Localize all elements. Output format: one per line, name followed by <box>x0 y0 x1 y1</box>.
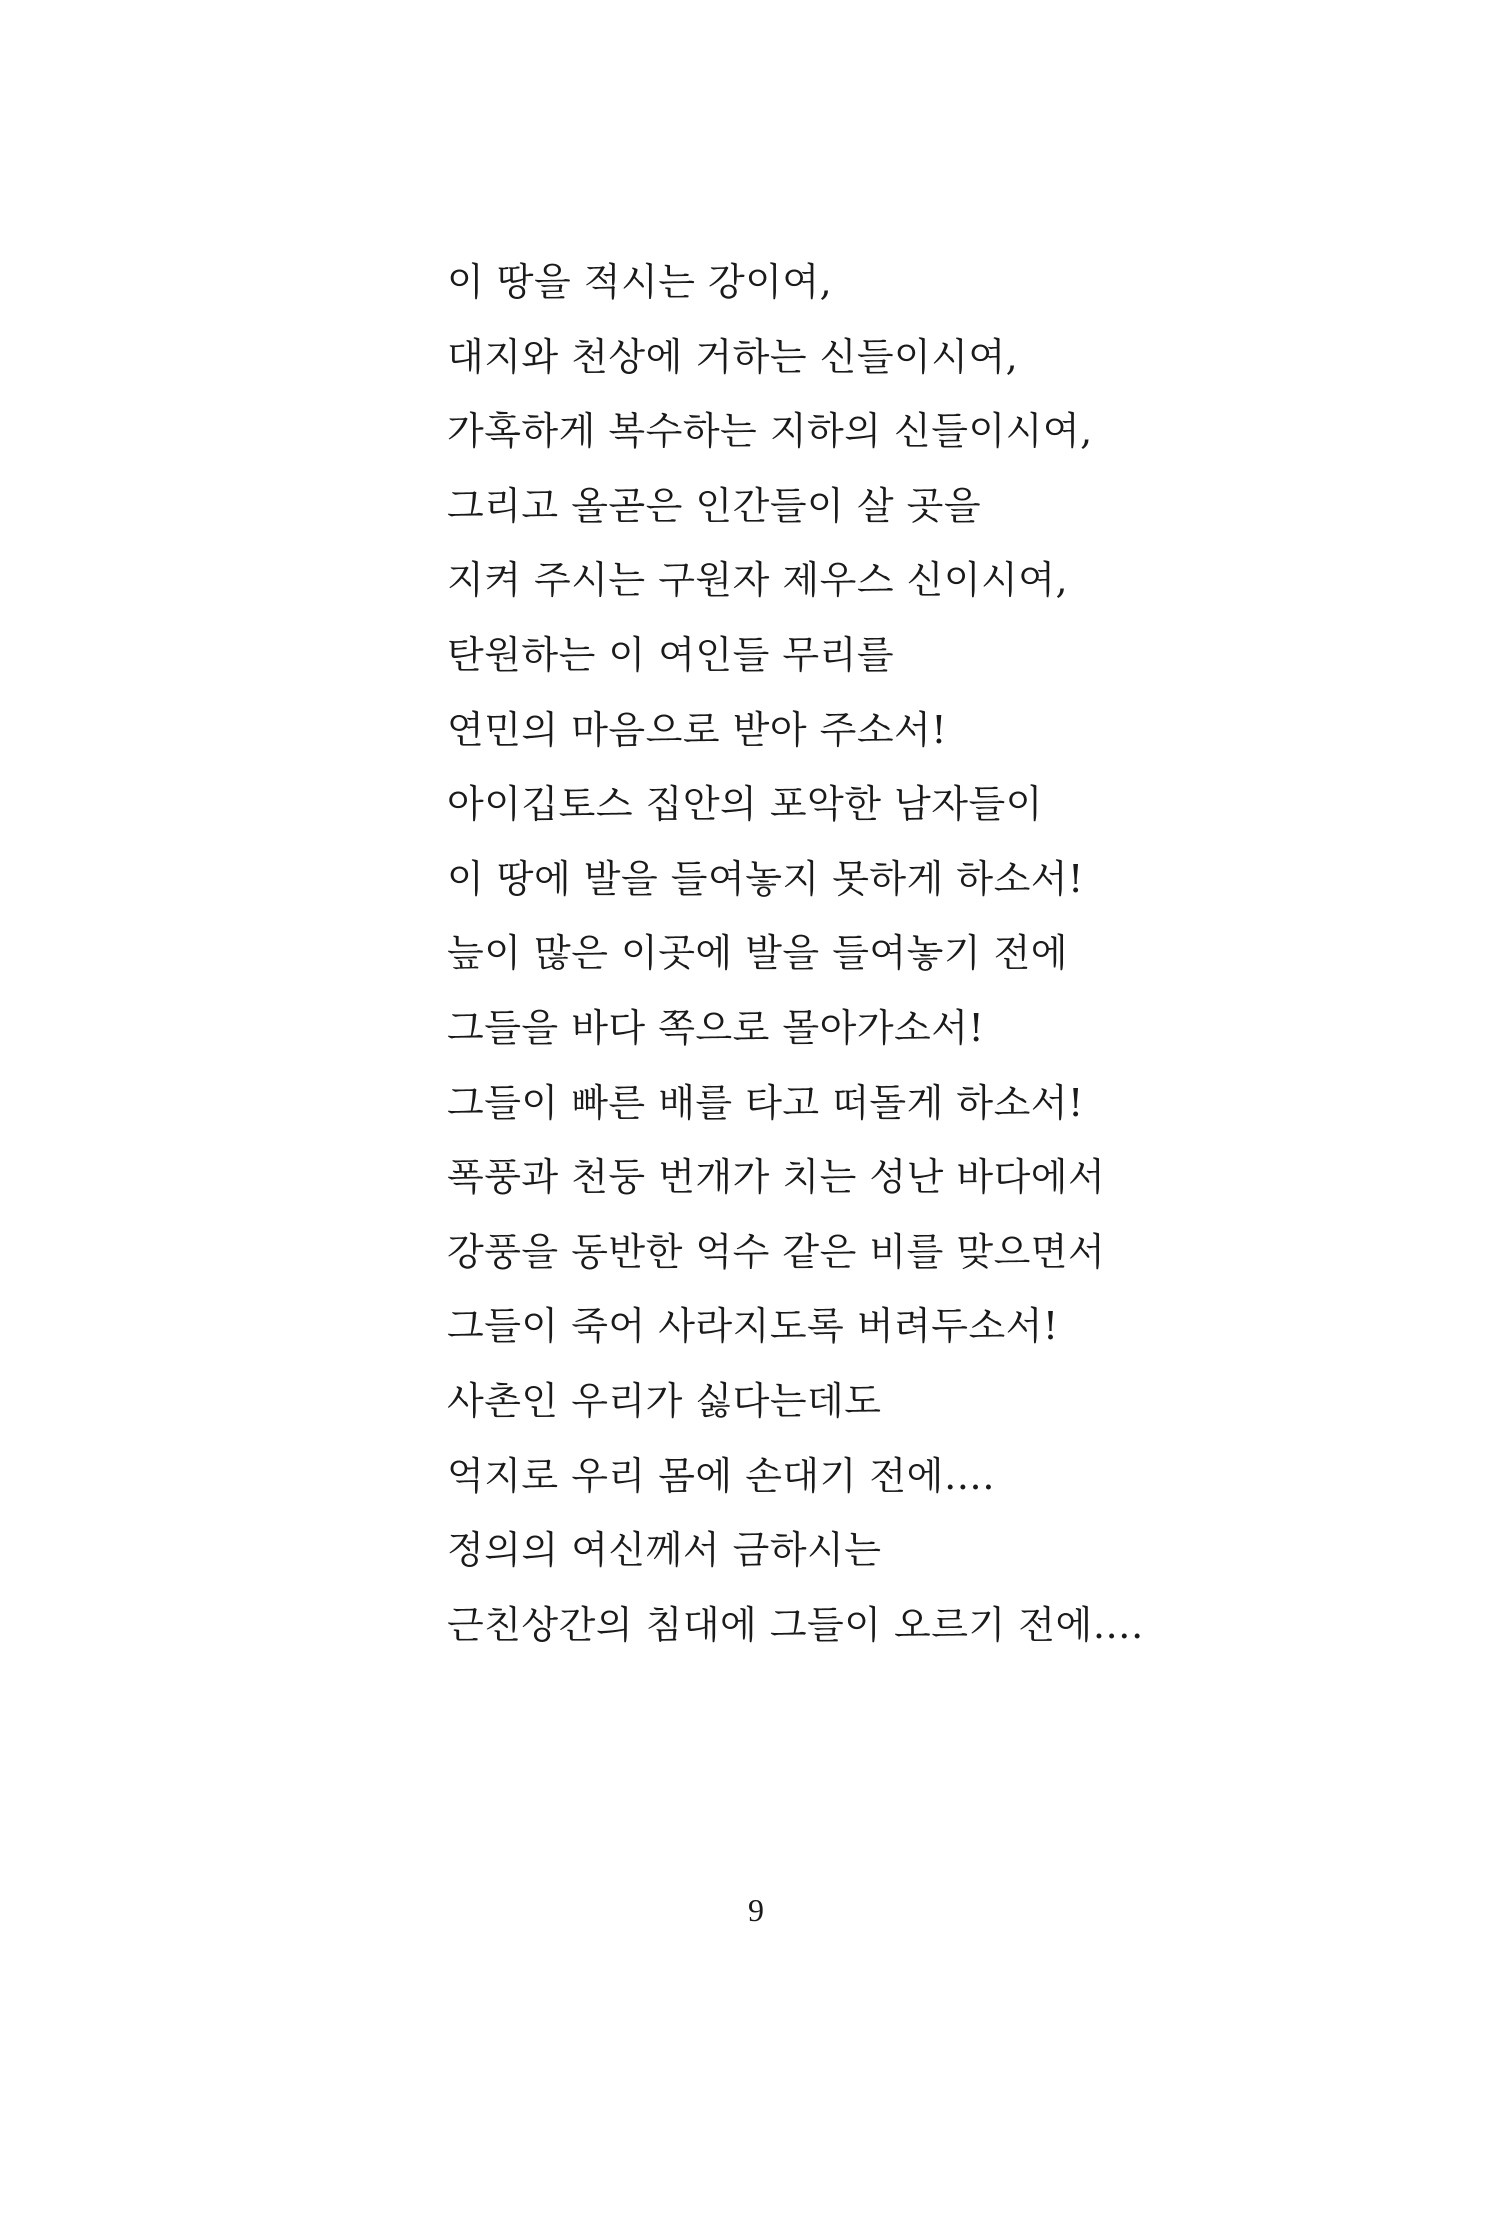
poem-line: 이 땅에 발을 들여놓지 못하게 하소서! <box>447 856 1084 901</box>
poem-line: 지켜 주시는 구원자 제우스 신이시여, <box>447 558 1069 603</box>
poem-line: 가혹하게 복수하는 지하의 신들이시여, <box>447 409 1093 454</box>
poem-line: 늪이 많은 이곳에 발을 들여놓기 전에 <box>447 931 1069 976</box>
poem-line: 폭풍과 천둥 번개가 치는 성난 바다에서 <box>447 1155 1106 1200</box>
poem-line: 강풍을 동반한 억수 같은 비를 맞으면서 <box>447 1229 1106 1274</box>
poem-line: 연민의 마음으로 받아 주소서! <box>447 707 948 752</box>
page-number: 9 <box>748 1892 764 1928</box>
poem-line: 사촌인 우리가 싫다는데도 <box>447 1378 882 1423</box>
poem-line: 그리고 올곧은 인간들이 살 곳을 <box>447 483 982 528</box>
poem-line: 대지와 천상에 거하는 신들이시여, <box>447 334 1019 379</box>
poem-line: 정의의 여신께서 금하시는 <box>447 1528 882 1573</box>
poem-line: 억지로 우리 몸에 손대기 전에…. <box>447 1453 995 1498</box>
poem-line: 근친상간의 침대에 그들이 오르기 전에…. <box>447 1602 1144 1647</box>
poem-line: 그들을 바다 쪽으로 몰아가소서! <box>447 1005 985 1050</box>
poem-line: 아이깁토스 집안의 포악한 남자들이 <box>447 782 1043 827</box>
poem-line: 그들이 죽어 사라지도록 버려두소서! <box>447 1304 1059 1349</box>
poem-text <box>447 254 1144 1671</box>
poem-line: 그들이 빠른 배를 타고 떠돌게 하소서! <box>447 1080 1084 1125</box>
poem-line: 이 땅을 적시는 강이여, <box>447 260 833 304</box>
poem-line: 탄원하는 이 여인들 무리를 <box>447 632 895 677</box>
